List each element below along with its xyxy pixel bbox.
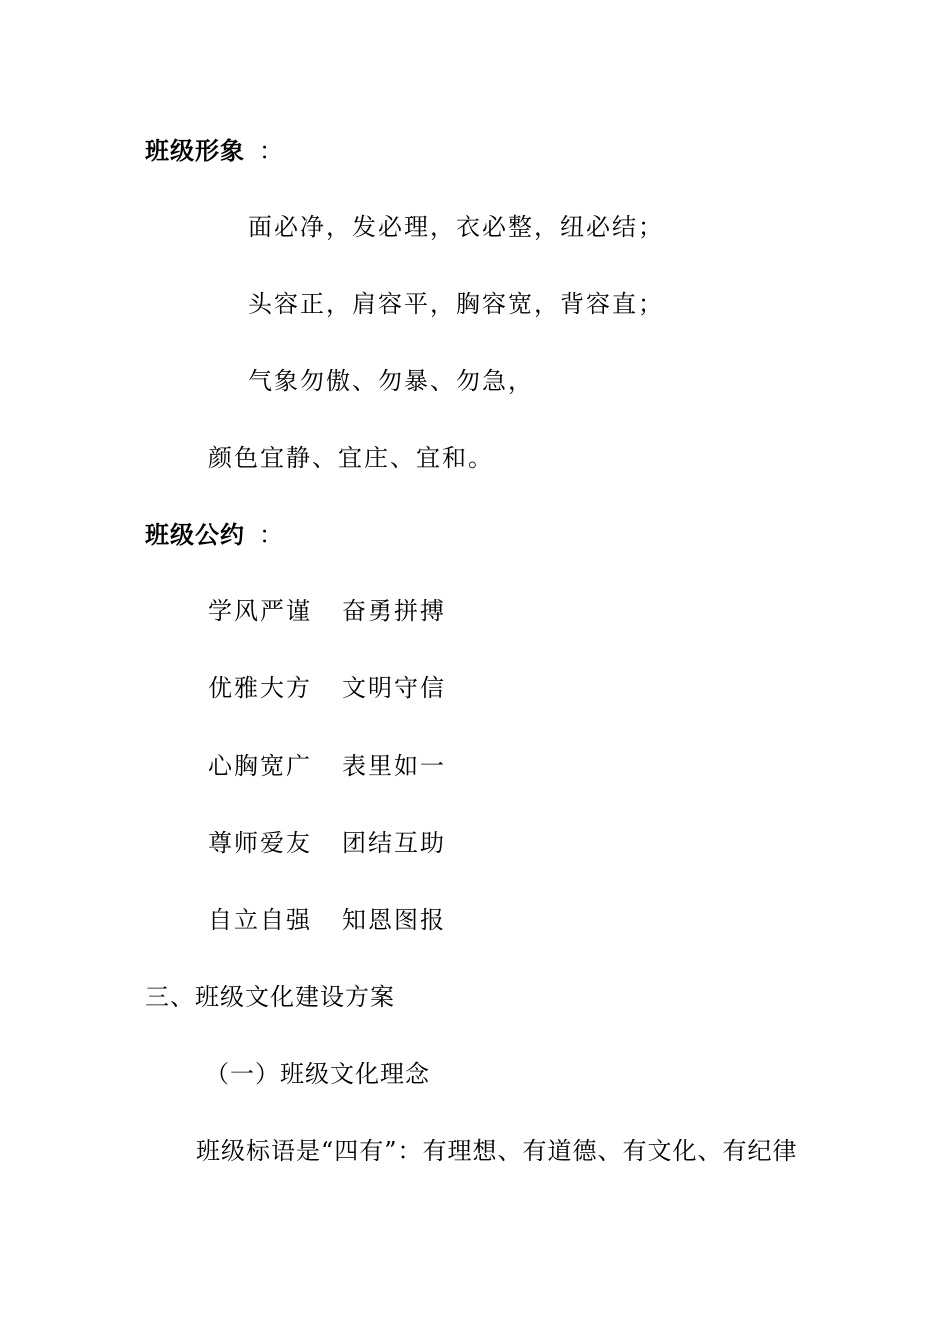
class-image-heading xyxy=(145,136,284,166)
convention-row-2-left: 优雅大方 xyxy=(208,674,312,702)
convention-row-4-right: 团结互助 xyxy=(342,829,446,857)
convention-row-4 xyxy=(208,828,446,858)
class-image-line-3: 气象勿傲、勿暴、勿急， xyxy=(248,367,534,395)
convention-row-1 xyxy=(208,596,446,626)
class-image-heading-colon: ： xyxy=(259,137,284,165)
convention-row-5-right: 知恩图报 xyxy=(342,906,446,934)
class-convention-heading xyxy=(145,520,284,550)
class-image-line-2: 头容正，肩容平，胸容宽，背容直； xyxy=(248,290,664,318)
class-convention-heading-colon: ： xyxy=(259,521,284,549)
convention-row-1-right: 奋勇拼搏 xyxy=(342,597,446,625)
convention-row-3-left: 心胸宽广 xyxy=(208,752,312,780)
class-image-line-4: 颜色宜静、宜庄、宜和。 xyxy=(208,444,494,472)
class-image-line-1: 面必净，发必理，衣必整，纽必结； xyxy=(248,213,664,241)
convention-row-2 xyxy=(208,673,446,703)
convention-row-3-right: 表里如一 xyxy=(342,752,446,780)
convention-row-4-left: 尊师爱友 xyxy=(208,829,312,857)
convention-row-5-left: 自立自强 xyxy=(208,906,312,934)
convention-row-3 xyxy=(208,751,446,781)
convention-row-2-right: 文明守信 xyxy=(342,674,446,702)
class-convention-heading-text: 班级公约 xyxy=(145,521,245,549)
class-slogan: 班级标语是“四有”：有理想、有道德、有文化、有纪律 xyxy=(196,1137,798,1165)
convention-row-5 xyxy=(208,905,446,935)
section-3-heading: 三、班级文化建设方案 xyxy=(145,983,395,1011)
class-image-heading-text: 班级形象 xyxy=(145,137,245,165)
convention-row-1-left: 学风严谨 xyxy=(208,597,312,625)
section-3-subheading: （一）班级文化理念 xyxy=(205,1060,430,1088)
